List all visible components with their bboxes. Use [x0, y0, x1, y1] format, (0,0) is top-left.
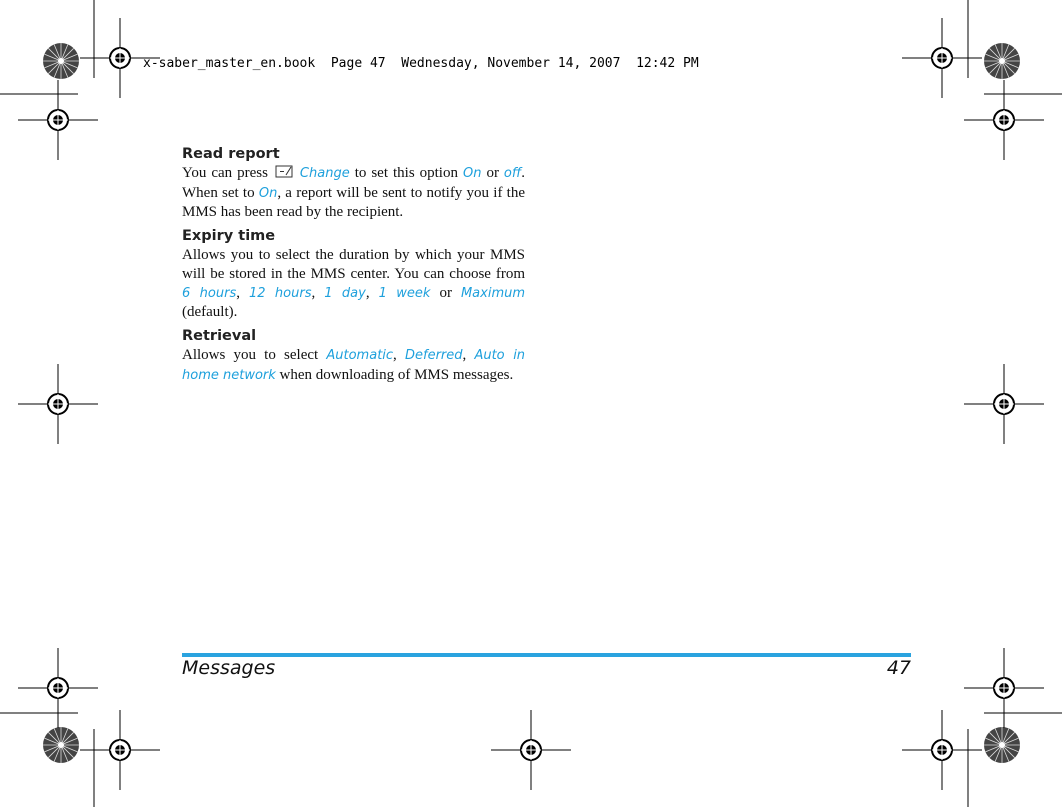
- print-header-line: x-saber_master_en.book Page 47 Wednesday, November 14, 2007 12:42 PM: [143, 56, 699, 71]
- registration-mark: [964, 648, 1044, 728]
- option-maximum: Maximum: [460, 285, 526, 301]
- option-auto-in-home-network: Auto in home network: [182, 347, 526, 383]
- star-target-top-right: [984, 43, 1020, 79]
- registration-mark: [964, 80, 1044, 160]
- option-automatic: Automatic: [326, 347, 394, 363]
- expiry-time-heading: Expiry time: [182, 228, 276, 245]
- page-number: 47: [886, 657, 911, 679]
- option-1-week: 1 week: [378, 285, 431, 301]
- option-12-hours: 12 hours: [248, 285, 312, 301]
- registration-mark: [902, 710, 982, 790]
- option-on: On: [258, 185, 278, 201]
- page-content: [182, 144, 525, 389]
- registration-mark: [491, 710, 571, 790]
- registration-mark: [18, 80, 98, 160]
- registration-mark: [18, 364, 98, 444]
- read-report-heading: Read report: [182, 146, 280, 162]
- retrieval-heading: Retrieval: [182, 327, 257, 344]
- registration-mark: [80, 710, 160, 790]
- registration-mark: [18, 648, 98, 728]
- registration-mark: [964, 364, 1044, 444]
- registration-mark: [902, 18, 982, 98]
- star-target-bottom-left: [43, 727, 79, 763]
- option-on: On: [462, 166, 482, 181]
- footer-section-title: Messages: [182, 657, 276, 679]
- star-target-bottom-right: [984, 727, 1020, 763]
- option-change: Change: [299, 166, 350, 181]
- expiry-time-paragraph: Allows you to select the duration by which your MMS will be stored in the MMS center. You can choose from 6 hours, 12 hours, 1 day, 1 week or Maximum (default).: [182, 247, 526, 321]
- read-report-paragraph: You can press Change to set this option On or off. When set to On, a report will be sent to notify you if the MMS has been read by the recipient.: [182, 165, 526, 221]
- footer-rule: [182, 653, 911, 657]
- option-off: off: [503, 166, 522, 181]
- option-1-day: 1 day: [324, 285, 366, 301]
- retrieval-paragraph: Allows you to select Automatic, Deferred, Auto in home network when downloading of MMS messages.: [182, 346, 526, 383]
- option-6-hours: 6 hours: [182, 285, 237, 301]
- star-target-top-left: [43, 43, 79, 79]
- option-deferred: Deferred: [404, 347, 463, 363]
- left-softkey-icon: [275, 165, 293, 178]
